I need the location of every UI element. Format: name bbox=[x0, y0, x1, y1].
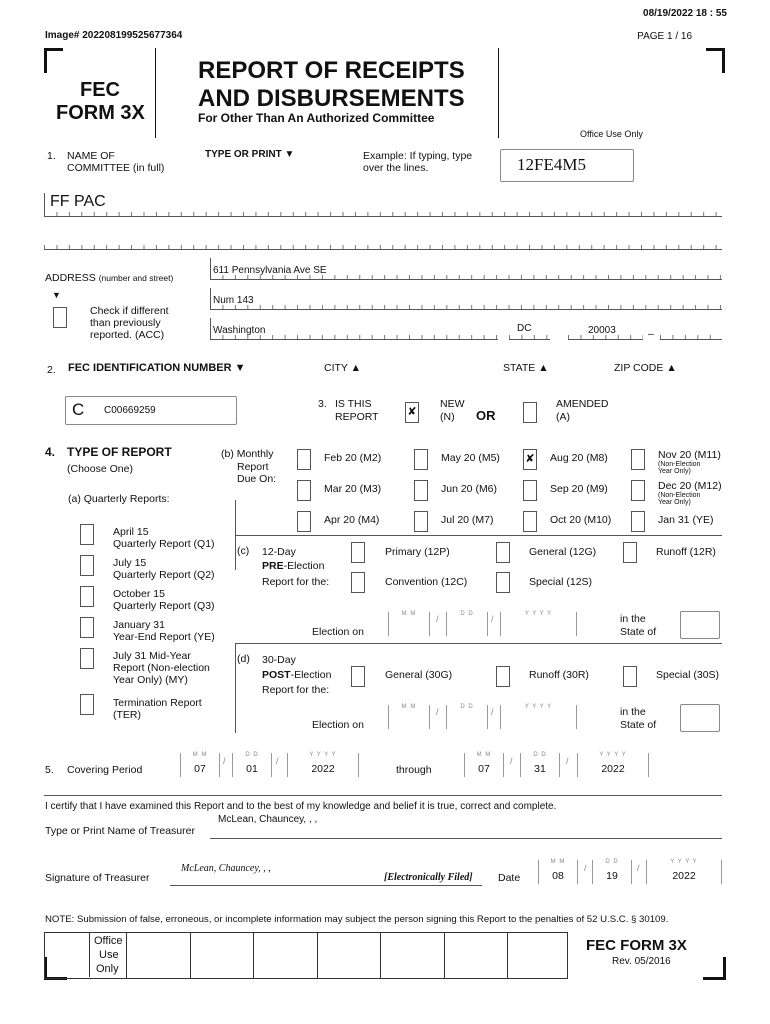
q3-checkbox[interactable] bbox=[80, 586, 94, 607]
12c-checkbox[interactable] bbox=[351, 572, 365, 593]
fec-id-prefix: C bbox=[72, 400, 85, 419]
m12-label: Dec 20 (M12) bbox=[658, 480, 722, 492]
committee-name-left-edge bbox=[44, 193, 45, 217]
covering-to-year[interactable]: Y Y Y Y 2022 bbox=[577, 753, 649, 777]
street-line2-value: Num 143 bbox=[213, 295, 254, 306]
my-label: July 31 Mid-Year bbox=[113, 650, 191, 662]
sign-date-slash-2: / bbox=[637, 863, 640, 873]
corner-mark-tr bbox=[706, 48, 725, 73]
committee-name-label-2: COMMITTEE (in full) bbox=[67, 162, 165, 174]
q3-label-2: Quarterly Report (Q3) bbox=[113, 600, 215, 612]
fec-id-value: C00669259 bbox=[104, 405, 156, 416]
m7-label: Jul 20 (M7) bbox=[441, 514, 494, 526]
zip-dash: – bbox=[648, 328, 654, 340]
12r-label: Runoff (12R) bbox=[656, 546, 716, 558]
12s-checkbox[interactable] bbox=[496, 572, 510, 593]
sign-date-month[interactable]: M M 08 bbox=[538, 860, 578, 884]
ye-checkbox[interactable] bbox=[80, 617, 94, 638]
city-left-edge bbox=[210, 318, 211, 340]
post-election-month[interactable]: M M bbox=[388, 705, 430, 729]
m12-non-election: (Non-Election bbox=[658, 492, 701, 499]
new-label-2: (N) bbox=[440, 411, 455, 423]
image-id: Image# 202208199525677364 bbox=[45, 30, 183, 41]
ye-label: January 31 bbox=[113, 619, 165, 631]
pre-election-12day: 12-Day bbox=[262, 546, 296, 558]
corner-mark-br bbox=[703, 957, 726, 980]
committee-name-field[interactable] bbox=[44, 193, 722, 217]
amended-report-checkbox[interactable] bbox=[523, 402, 537, 423]
office-code: 12FE4M5 bbox=[517, 155, 586, 174]
committee-name-field-2[interactable] bbox=[44, 232, 722, 250]
treasurer-name-line[interactable] bbox=[210, 838, 722, 839]
12s-label: Special (12S) bbox=[529, 576, 593, 588]
m8-label: Aug 20 (M8) bbox=[550, 452, 608, 464]
section3-number: 3. bbox=[318, 398, 327, 410]
post-election-slash-1: / bbox=[436, 707, 439, 717]
example-text-2: over the lines. bbox=[363, 162, 429, 174]
fec-id-label: FEC IDENTIFICATION NUMBER ▼ bbox=[68, 362, 246, 374]
form-3x-label: FORM 3X bbox=[56, 102, 145, 124]
office-use-cell bbox=[190, 933, 191, 978]
covering-from-day[interactable]: D D 01 bbox=[232, 753, 272, 777]
pre-election-for: Report for the: bbox=[262, 576, 330, 588]
30s-checkbox[interactable] bbox=[623, 666, 637, 687]
my-checkbox[interactable] bbox=[80, 648, 94, 669]
m3-checkbox[interactable] bbox=[297, 480, 311, 501]
office-use-cell bbox=[380, 933, 381, 978]
30g-label: General (30G) bbox=[385, 669, 453, 681]
example-text: Example: If typing, type bbox=[363, 150, 473, 162]
report-subtitle: For Other Than An Authorized Committee bbox=[198, 111, 435, 125]
ye-monthly-checkbox[interactable] bbox=[631, 511, 645, 532]
street-line1-value: 611 Pennsylvania Ave SE bbox=[213, 265, 327, 276]
timestamp: 08/19/2022 18 : 55 bbox=[643, 8, 727, 19]
m5-checkbox[interactable] bbox=[414, 449, 428, 470]
m6-checkbox[interactable] bbox=[414, 480, 428, 501]
m11-checkbox[interactable] bbox=[631, 449, 645, 470]
section4-divider-h bbox=[235, 535, 722, 536]
office-use-label-2: Use bbox=[99, 949, 119, 961]
certify-divider bbox=[44, 795, 722, 796]
covering-to-slash-2: / bbox=[566, 756, 569, 766]
pre-election-slash-1: / bbox=[436, 614, 439, 624]
corner-mark-tl bbox=[44, 48, 63, 73]
m3-label: Mar 20 (M3) bbox=[324, 483, 382, 495]
pre-election-year[interactable]: Y Y Y Y bbox=[500, 612, 577, 636]
m2-label: Feb 20 (M2) bbox=[324, 452, 382, 464]
report-title-line1: REPORT OF RECEIPTS bbox=[198, 57, 465, 84]
m7-checkbox[interactable] bbox=[414, 511, 428, 532]
m11-label: Nov 20 (M11) bbox=[658, 449, 721, 461]
my-label-2: Report (Non-election bbox=[113, 662, 210, 674]
q2-checkbox[interactable] bbox=[80, 555, 94, 576]
signature-label: Signature of Treasurer bbox=[45, 872, 150, 884]
q1-checkbox[interactable] bbox=[80, 524, 94, 545]
m5-label: May 20 (M5) bbox=[441, 452, 500, 464]
pre-election-month[interactable]: M M bbox=[388, 612, 430, 636]
m6-label: Jun 20 (M6) bbox=[441, 483, 498, 495]
type-of-report-title: TYPE OF REPORT bbox=[67, 445, 172, 459]
office-use-label-3: Only bbox=[96, 963, 119, 975]
pre-in-the: in the bbox=[620, 613, 646, 625]
address-changed-label: Check if different bbox=[90, 305, 169, 317]
m12-checkbox[interactable] bbox=[631, 480, 645, 501]
zip-extension-field[interactable] bbox=[660, 322, 722, 340]
page-number: PAGE 1 / 16 bbox=[637, 31, 692, 42]
covering-to-slash-1: / bbox=[510, 756, 513, 766]
footer-revision: Rev. 05/2016 bbox=[612, 956, 671, 967]
sign-date-day[interactable]: D D 19 bbox=[592, 860, 632, 884]
12g-checkbox[interactable] bbox=[496, 542, 510, 563]
pre-state-of: State of bbox=[620, 626, 657, 638]
monthly-report-label: Report bbox=[237, 461, 269, 473]
new-label: NEW bbox=[440, 398, 465, 410]
through-label: through bbox=[396, 764, 432, 776]
address-changed-label-2: than previously bbox=[90, 317, 161, 329]
form-title-divider-right bbox=[498, 48, 499, 138]
post-election-label: POST-Election bbox=[262, 669, 332, 681]
city-label: CITY ▲ bbox=[324, 362, 362, 374]
treasurer-name-value: McLean, Chauncey, , , bbox=[218, 814, 318, 825]
30s-label: Special (30S) bbox=[656, 669, 720, 681]
city-field[interactable] bbox=[210, 322, 498, 340]
12g-label: General (12G) bbox=[529, 546, 597, 558]
post-election-on-label: Election on bbox=[312, 719, 364, 731]
report-title-line2: AND DISBURSEMENTS bbox=[198, 85, 465, 112]
zip-label: ZIP CODE ▲ bbox=[614, 362, 677, 374]
pre-election-slash-2: / bbox=[491, 614, 494, 624]
monthly-due-label: Due On: bbox=[237, 473, 277, 485]
section4-number: 4. bbox=[45, 445, 56, 459]
address-changed-label-3: reported. (ACC) bbox=[90, 329, 165, 341]
post-election-year[interactable]: Y Y Y Y bbox=[500, 705, 577, 729]
electronically-filed: [Electronically Filed] bbox=[384, 872, 473, 883]
amended-label-2: (A) bbox=[556, 411, 570, 423]
12c-label: Convention (12C) bbox=[385, 576, 468, 588]
pre-election-day[interactable]: D D bbox=[446, 612, 488, 636]
treasurer-name-label: Type or Print Name of Treasurer bbox=[45, 825, 195, 837]
30r-label: Runoff (30R) bbox=[529, 669, 589, 681]
street-line1-left-edge bbox=[210, 258, 211, 280]
certification-text: I certify that I have examined this Report and to the best of my knowledge and belief it is true, correct and complete. bbox=[45, 801, 557, 812]
30r-checkbox[interactable] bbox=[496, 666, 510, 687]
form-title-divider bbox=[155, 48, 156, 138]
pre-election-label: PRE-Election bbox=[262, 560, 325, 572]
office-use-cell bbox=[507, 933, 508, 978]
m9-label: Sep 20 (M9) bbox=[550, 483, 608, 495]
ye-label-2: Year-End Report (YE) bbox=[113, 631, 215, 643]
office-use-cell bbox=[444, 933, 445, 978]
state-field[interactable] bbox=[509, 322, 550, 340]
m2-checkbox[interactable] bbox=[297, 449, 311, 470]
street-line1-field[interactable] bbox=[210, 262, 722, 280]
covering-from-slash-1: / bbox=[223, 756, 226, 766]
pre-state-box[interactable] bbox=[680, 611, 720, 639]
office-use-cell bbox=[253, 933, 254, 978]
date-label: Date bbox=[498, 872, 521, 884]
street-line2-left-edge bbox=[210, 288, 211, 310]
is-this-report-label-2: REPORT bbox=[335, 411, 379, 423]
penalty-note: NOTE: Submission of false, erroneous, or incomplete information may subject the person signing this Report to the penalties of 52 U.S.C. § 30109. bbox=[45, 914, 669, 925]
state-label: STATE ▲ bbox=[503, 362, 549, 374]
address-changed-checkbox[interactable] bbox=[53, 307, 67, 328]
post-election-30day: 30-Day bbox=[262, 654, 296, 666]
q1-label-2: Quarterly Report (Q1) bbox=[113, 538, 215, 550]
fec-label: FEC bbox=[80, 79, 120, 101]
ter-label: Termination Report bbox=[113, 697, 202, 709]
office-use-only-label: Office Use Only bbox=[580, 129, 643, 139]
covering-period-label: Covering Period bbox=[67, 764, 143, 776]
q2-label-2: Quarterly Report (Q2) bbox=[113, 569, 215, 581]
sign-date-slash-1: / bbox=[584, 863, 587, 873]
section4-divider-2 bbox=[235, 643, 722, 644]
committee-name-label: NAME OF bbox=[67, 150, 115, 162]
section4-divider-v2 bbox=[235, 643, 236, 733]
ye-monthly-label: Jan 31 (YE) bbox=[658, 514, 714, 526]
covering-from-month[interactable]: M M 07 bbox=[180, 753, 220, 777]
footer-form-name: FEC FORM 3X bbox=[586, 937, 687, 954]
my-label-3: Year Only) (MY) bbox=[113, 674, 188, 686]
post-in-the: in the bbox=[620, 706, 646, 718]
type-or-print-label: TYPE OR PRINT ▼ bbox=[205, 149, 295, 160]
ter-checkbox[interactable] bbox=[80, 694, 94, 715]
post-election-d: (d) bbox=[237, 653, 250, 665]
m12-year-only: Year Only) bbox=[658, 499, 691, 506]
q2-label: July 15 bbox=[113, 557, 147, 569]
zip-field[interactable] bbox=[568, 322, 643, 340]
address-label: ADDRESS (number and street) bbox=[45, 272, 174, 284]
ter-label-2: (TER) bbox=[113, 709, 141, 721]
m4-checkbox[interactable] bbox=[297, 511, 311, 532]
state-value: DC bbox=[517, 323, 532, 334]
12r-checkbox[interactable] bbox=[623, 542, 637, 563]
city-value: Washington bbox=[213, 325, 266, 336]
m11-year-only: Year Only) bbox=[658, 468, 691, 475]
m10-label: Oct 20 (M10) bbox=[550, 514, 612, 526]
pre-election-on-label: Election on bbox=[312, 626, 364, 638]
m11-non-election: (Non-Election bbox=[658, 461, 701, 468]
section2-number: 2. bbox=[47, 364, 56, 376]
office-use-cell bbox=[317, 933, 318, 978]
12p-checkbox[interactable] bbox=[351, 542, 365, 563]
is-this-report-label: IS THIS bbox=[335, 398, 372, 410]
post-state-box[interactable] bbox=[680, 704, 720, 732]
m8-checkbox[interactable]: ✘ bbox=[523, 449, 537, 470]
committee-name-value: FF PAC bbox=[50, 193, 106, 210]
signature-line[interactable] bbox=[170, 885, 482, 886]
30g-checkbox[interactable] bbox=[351, 666, 365, 687]
12p-label: Primary (12P) bbox=[385, 546, 450, 558]
fec-id-box[interactable] bbox=[65, 396, 237, 425]
street-line2-field[interactable] bbox=[210, 292, 722, 310]
office-use-label: Office bbox=[94, 935, 123, 947]
sign-date-year[interactable]: Y Y Y Y 2022 bbox=[646, 860, 722, 884]
post-election-day[interactable]: D D bbox=[446, 705, 488, 729]
pre-election-c: (c) bbox=[237, 545, 250, 557]
signature-value: McLean, Chauncey, , , bbox=[181, 863, 271, 874]
q1-label: April 15 bbox=[113, 526, 149, 538]
zip-value: 20003 bbox=[588, 325, 616, 336]
post-election-slash-2: / bbox=[491, 707, 494, 717]
amended-label: AMENDED bbox=[556, 398, 609, 410]
monthly-label: (b) Monthly bbox=[221, 448, 274, 460]
covering-from-year[interactable]: Y Y Y Y 2022 bbox=[287, 753, 359, 777]
office-code-box bbox=[500, 149, 634, 182]
section1-number: 1. bbox=[47, 150, 56, 162]
or-label: OR bbox=[476, 408, 496, 423]
new-report-checkbox[interactable]: ✘ bbox=[405, 402, 419, 423]
address-arrow: ▼ bbox=[52, 290, 61, 300]
m9-checkbox[interactable] bbox=[523, 480, 537, 501]
covering-to-day[interactable]: D D 31 bbox=[520, 753, 560, 777]
choose-one-label: (Choose One) bbox=[67, 463, 133, 475]
covering-from-slash-2: / bbox=[276, 756, 279, 766]
q3-label: October 15 bbox=[113, 588, 165, 600]
quarterly-reports-label: (a) Quarterly Reports: bbox=[68, 493, 170, 505]
section5-number: 5. bbox=[45, 764, 54, 776]
post-state-of: State of bbox=[620, 719, 657, 731]
m4-label: Apr 20 (M4) bbox=[324, 514, 380, 526]
post-election-for: Report for the: bbox=[262, 684, 330, 696]
covering-to-month[interactable]: M M 07 bbox=[464, 753, 504, 777]
m10-checkbox[interactable] bbox=[523, 511, 537, 532]
